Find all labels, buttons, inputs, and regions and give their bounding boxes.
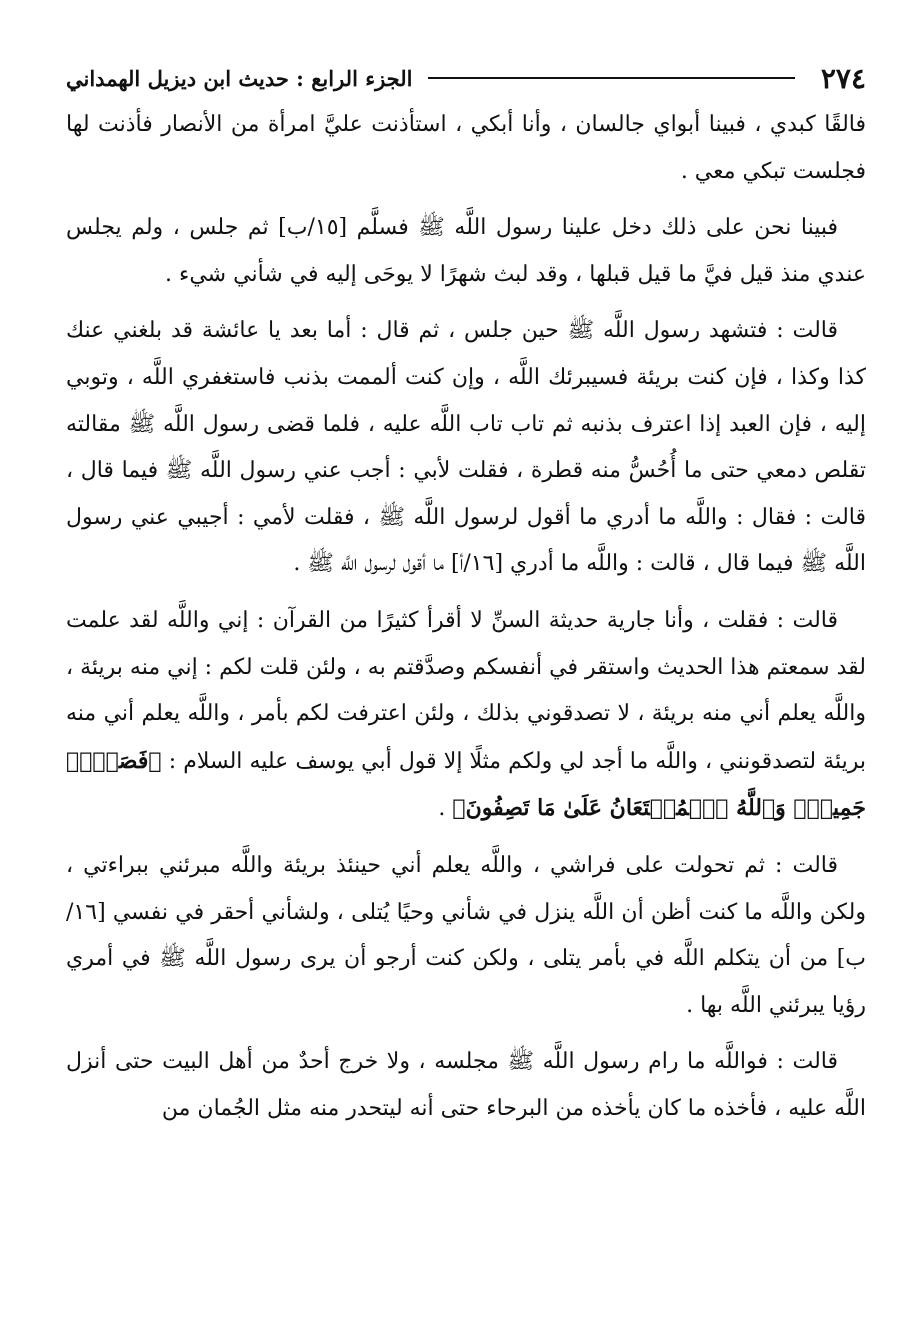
running-title: الجزء الرابع : حديث ابن ديزيل الهمداني — [66, 65, 413, 91]
paragraph-text: فبينا نحن على ذلك دخل علينا رسول اللَّه ﷺ فسلَّم [١٥/ب] ثم جلس ، ولم يجلس عندي منذ قيل فيَّ ما قيل قبلها ، وقد لبث شهرًا لا يوحَى إليه في شأني شيء . — [66, 215, 866, 287]
running-header — [66, 56, 866, 100]
paragraph-text: قالت : فقلت ، وأنا جارية حديثة السنِّ لا أقرأ كثيرًا من القرآن : إني واللَّه لقد علمت لقد سمعتم هذا الحديث واستقر في أنفسكم وصدَّقتم به ، ولئن قلت لكم : إني منه بريئة ، واللَّه يعلم أني منه بريئة ، لا تصدقوني بذلك ، ولئن اعترفت لكم بأمر ، واللَّه يعلم أني منه بريئة لتصدقونني ، واللَّه ما أجد لي ولكم مثلًا إلا قول أبي يوسف عليه السلام : — [66, 607, 866, 774]
page-number: ٢٧٤ — [820, 61, 866, 95]
paragraph — [66, 598, 866, 833]
paragraph-text: قالت : فتشهد رسول اللَّه ﷺ حين جلس ، ثم قال : أما بعد يا عائشة قد بلغني عنك كذا وكذا ، فإن كنت بريئة فسيبرئك اللَّه ، وإن كنت ألممت بذنب فاستغفري اللَّه ، وتوبي إليه ، فإن العبد إذا اعترف بذنبه ثم تاب تاب اللَّه عليه ، فلما قضى رسول اللَّه ﷺ مقالته تقلص دمعي حتى ما أُحُسُّ منه قطرة ، فقلت لأبي : أجب عني رسول اللَّه ﷺ فيما قال ، قالت : فقال : واللَّه ما أدري ما أقول لرسول اللَّه ﷺ ، فقلت لأمي : أجيبي عني رسول اللَّه ﷺ فيما قال ، قالت : واللَّه ما أدري [١٦/أ] ما أقول لرسول اللَّه ﷺ . — [66, 318, 866, 577]
paragraph-text: قالت : ثم تحولت على فراشي ، واللَّه يعلم أني حينئذ بريئة واللَّه مبرئني ببراءتي ، ولكن واللَّه ما كنت أظن أن اللَّه ينزل في شأني وحيًا يُتلى ، ولشأني أحقر في نفسي [١٦/ب] من أن يتكلم اللَّه في بأمر يتلى ، ولكن كنت أرجو أن يرى رسول اللَّه ﷺ في أمري رؤيا يبرئني اللَّه بها . — [66, 852, 866, 1018]
paragraph-text: قالت : فواللَّه ما رام رسول اللَّه ﷺ مجلسه ، ولا خرج أحدٌ من أهل البيت حتى أنزل اللَّه عليه ، فأخذه ما كان يأخذه من البرحاء حتى أنه ليتحدر منه مثل الجُمان من — [66, 1049, 866, 1121]
header-rule — [428, 77, 794, 79]
paragraph — [66, 205, 866, 298]
paragraph — [66, 1039, 866, 1132]
paragraph — [66, 102, 866, 195]
paragraph — [66, 843, 866, 1029]
body-text — [66, 102, 866, 1132]
paragraph-end: . — [438, 796, 453, 822]
paragraph — [66, 308, 866, 588]
paragraph-text: فالقًا كبدي ، فبينا أبواي جالسان ، وأنا أبكي ، استأذنت عليَّ امرأة من الأنصار فأذنت لها فجلست تبكي معي . — [66, 112, 866, 184]
book-page — [66, 56, 866, 1326]
quran-verse: ﴿فَصَبۡرٞ جَمِيلٞۖ وَٱللَّهُ ٱلۡمُسۡتَعَانُ عَلَىٰ مَا تَصِفُونَ﴾ — [66, 747, 866, 822]
